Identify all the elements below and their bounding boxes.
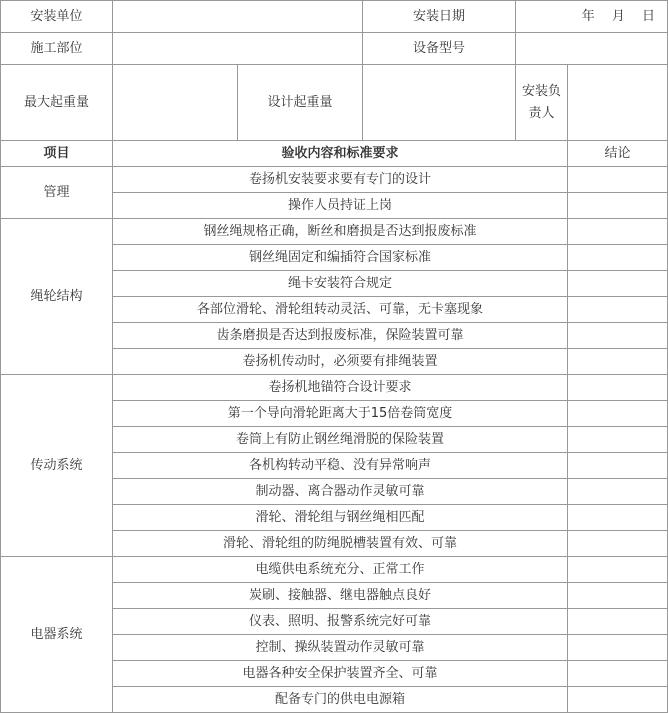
requirement-row: 卷筒上有防止钢丝绳滑脱的保险装置 xyxy=(113,427,568,453)
design-lift-value[interactable] xyxy=(363,65,516,141)
group-label: 管理 xyxy=(1,167,113,219)
install-person-label: 安装负责人 xyxy=(516,65,568,141)
requirement-row: 仪表、照明、报警系统完好可靠 xyxy=(113,609,568,635)
construction-site-value[interactable] xyxy=(113,33,363,65)
requirement-row: 卷扬机安装要求要有专门的设计 xyxy=(113,167,568,193)
conclusion-cell[interactable] xyxy=(568,505,668,531)
conclusion-cell[interactable] xyxy=(568,297,668,323)
install-unit-value[interactable] xyxy=(113,1,363,33)
conclusion-cell[interactable] xyxy=(568,427,668,453)
requirement-row: 炭刷、接触器、继电器触点良好 xyxy=(113,583,568,609)
conclusion-cell[interactable] xyxy=(568,375,668,401)
equipment-model-value[interactable] xyxy=(516,33,668,65)
requirement-row: 卷扬机传动时，必须要有排绳装置 xyxy=(113,349,568,375)
requirement-row: 滑轮、滑轮组的防绳脱槽装置有效、可靠 xyxy=(113,531,568,557)
conclusion-cell[interactable] xyxy=(568,635,668,661)
requirement-row: 电器各种安全保护装置齐全、可靠 xyxy=(113,661,568,687)
conclusion-cell[interactable] xyxy=(568,271,668,297)
requirement-row: 制动器、离合器动作灵敏可靠 xyxy=(113,479,568,505)
design-lift-label: 设计起重量 xyxy=(238,65,363,141)
conclusion-cell[interactable] xyxy=(568,193,668,219)
group-label: 传动系统 xyxy=(1,375,113,557)
install-unit-label: 安装单位 xyxy=(1,1,113,33)
conclusion-cell[interactable] xyxy=(568,167,668,193)
conclusion-cell[interactable] xyxy=(568,531,668,557)
conclusion-cell[interactable] xyxy=(568,401,668,427)
conclusion-cell[interactable] xyxy=(568,687,668,713)
conclusion-cell[interactable] xyxy=(568,661,668,687)
conclusion-cell[interactable] xyxy=(568,349,668,375)
requirement-row: 绳卡安装符合规定 xyxy=(113,271,568,297)
conclusion-cell[interactable] xyxy=(568,245,668,271)
requirement-row: 钢丝绳规格正确，断丝和磨损是否达到报废标准 xyxy=(113,219,568,245)
construction-site-label: 施工部位 xyxy=(1,33,113,65)
content-column-header: 验收内容和标准要求 xyxy=(113,141,568,167)
install-date-label: 安装日期 xyxy=(363,1,516,33)
conclusion-cell[interactable] xyxy=(568,609,668,635)
requirement-row: 卷扬机地锚符合设计要求 xyxy=(113,375,568,401)
conclusion-column-header: 结论 xyxy=(568,141,668,167)
conclusion-cell[interactable] xyxy=(568,323,668,349)
requirement-row: 各机构转动平稳、没有异常响声 xyxy=(113,453,568,479)
conclusion-cell[interactable] xyxy=(568,219,668,245)
conclusion-cell[interactable] xyxy=(568,479,668,505)
group-label: 绳轮结构 xyxy=(1,219,113,375)
requirement-row: 配备专门的供电电源箱 xyxy=(113,687,568,713)
install-date-value[interactable]: 年 月 日 xyxy=(516,1,668,33)
install-person-value[interactable] xyxy=(568,65,668,141)
requirement-row: 各部位滑轮、滑轮组转动灵活、可靠，无卡塞现象 xyxy=(113,297,568,323)
equipment-model-label: 设备型号 xyxy=(363,33,516,65)
requirement-row: 第一个导向滑轮距离大于15倍卷筒宽度 xyxy=(113,401,568,427)
requirement-row: 控制、操纵装置动作灵敏可靠 xyxy=(113,635,568,661)
conclusion-cell[interactable] xyxy=(568,453,668,479)
requirement-row: 滑轮、滑轮组与钢丝绳相匹配 xyxy=(113,505,568,531)
requirement-row: 钢丝绳固定和编插符合国家标准 xyxy=(113,245,568,271)
max-lift-value[interactable] xyxy=(113,65,238,141)
requirement-row: 齿条磨损是否达到报废标准，保险装置可靠 xyxy=(113,323,568,349)
conclusion-cell[interactable] xyxy=(568,583,668,609)
max-lift-label: 最大起重量 xyxy=(1,65,113,141)
item-column-header: 项目 xyxy=(1,141,113,167)
conclusion-cell[interactable] xyxy=(568,557,668,583)
requirement-row: 电缆供电系统充分、正常工作 xyxy=(113,557,568,583)
group-label: 电器系统 xyxy=(1,557,113,713)
requirement-row: 操作人员持证上岗 xyxy=(113,193,568,219)
